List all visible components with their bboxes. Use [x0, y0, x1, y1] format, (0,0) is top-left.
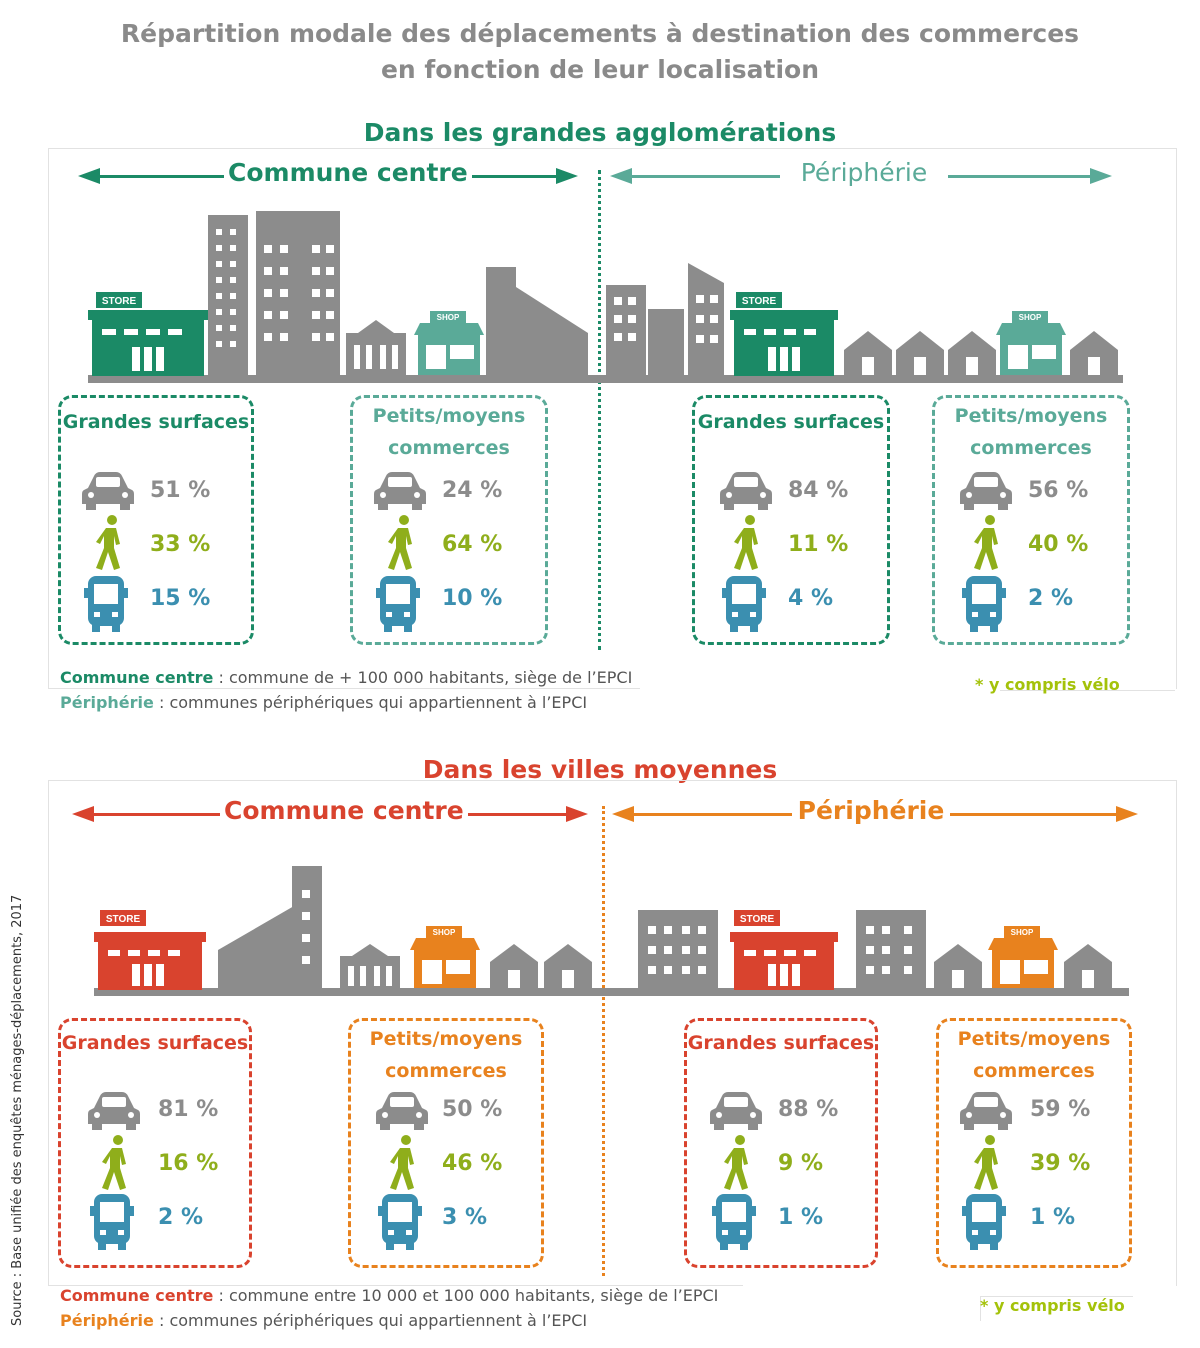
- zone-label-peripherie: Périphérie: [780, 158, 948, 187]
- header-peripherie: [610, 158, 1112, 192]
- box-title: Grandes surfaces: [687, 1032, 875, 1054]
- legend-term: Périphérie: [60, 1311, 154, 1330]
- bus-share-value: 2 %: [158, 1205, 204, 1230]
- legend-peripherie: [60, 1311, 587, 1330]
- legend-term: Commune centre: [60, 668, 214, 687]
- header-commune-centre: [72, 796, 588, 830]
- walk-share-value: 46 %: [442, 1151, 503, 1176]
- box-title-line2: commerces: [973, 1060, 1095, 1082]
- walk-share-value: 64 %: [442, 532, 503, 557]
- svg-text:SHOP: SHOP: [436, 313, 460, 322]
- car-share-value: 51 %: [150, 478, 211, 503]
- store-icon: [730, 910, 838, 990]
- header-peripherie: [612, 796, 1138, 830]
- car-icon: [86, 1088, 142, 1136]
- bus-share-value: 1 %: [1030, 1205, 1076, 1230]
- walk-share-value: 11 %: [788, 532, 849, 557]
- car-icon: [80, 468, 136, 516]
- svg-text:SHOP: SHOP: [432, 928, 456, 937]
- legend-term: Commune centre: [60, 1286, 214, 1305]
- box-title: Grandes surfaces: [61, 1032, 249, 1054]
- bus-icon: [378, 1192, 422, 1256]
- bus-share-value: 2 %: [1028, 586, 1074, 611]
- bus-icon: [376, 574, 420, 638]
- arrow-right-icon: [556, 168, 578, 184]
- box-title-line1: Petits/moyens: [957, 1028, 1111, 1050]
- legend-commune-centre: [60, 1286, 718, 1305]
- svg-text:STORE: STORE: [105, 914, 141, 925]
- car-share-value: 24 %: [442, 478, 503, 503]
- legend-text: : communes périphériques qui appartiennent à l’EPCI: [153, 1311, 588, 1330]
- svg-text:STORE: STORE: [741, 296, 777, 307]
- arrow-right-icon: [1116, 806, 1138, 822]
- zone-label-peripherie: Périphérie: [792, 796, 950, 825]
- arrow-right-icon: [1090, 168, 1112, 184]
- store-icon: [88, 292, 208, 376]
- box-title: Grandes surfaces: [697, 411, 885, 433]
- car-icon: [958, 468, 1014, 516]
- legend-text: : communes périphériques qui appartiennent à l’EPCI: [153, 693, 588, 712]
- box-title-line1: Petits/moyens: [954, 405, 1108, 427]
- bus-share-value: 4 %: [788, 586, 834, 611]
- pedestrian-icon: [90, 514, 130, 576]
- walk-share-value: 39 %: [1030, 1151, 1091, 1176]
- legend-peripherie: [60, 693, 587, 712]
- box-title-line2: commerces: [970, 437, 1092, 459]
- car-icon: [708, 1088, 764, 1136]
- legend-text: : commune entre 10 000 et 100 000 habitants, siège de l’EPCI: [213, 1286, 719, 1305]
- car-icon: [718, 468, 774, 516]
- car-share-value: 59 %: [1030, 1097, 1091, 1122]
- skyline-villes-moyennes: [94, 860, 1134, 1000]
- pedestrian-icon: [718, 1134, 758, 1196]
- bus-icon: [722, 574, 766, 638]
- car-icon: [372, 468, 428, 516]
- car-share-value: 56 %: [1028, 478, 1089, 503]
- shop-icon: [988, 926, 1058, 988]
- legend-commune-centre: [60, 668, 632, 687]
- pedestrian-icon: [96, 1134, 136, 1196]
- svg-text:STORE: STORE: [739, 914, 775, 925]
- box-title-line2: commerces: [385, 1060, 507, 1082]
- main-title-line1: Répartition modale des déplacements à destination des commerces: [120, 19, 1080, 48]
- source-note: Source : Base unifiée des enquêtes ménages-déplacements, 2017: [10, 894, 25, 1326]
- arrow-right-icon: [566, 806, 588, 822]
- pedestrian-icon: [968, 1134, 1008, 1196]
- note-velo: * y compris vélo: [980, 1296, 1125, 1315]
- car-icon: [958, 1088, 1014, 1136]
- shop-icon: [410, 926, 480, 988]
- shop-icon: [996, 311, 1066, 375]
- bus-icon: [712, 1192, 756, 1256]
- bus-share-value: 10 %: [442, 586, 503, 611]
- shop-icon: [414, 311, 484, 375]
- bus-share-value: 1 %: [778, 1205, 824, 1230]
- box-grandes-surfaces-centre: [58, 1018, 252, 1268]
- bus-share-value: 15 %: [150, 586, 211, 611]
- walk-share-value: 16 %: [158, 1151, 219, 1176]
- box-title-line1: Petits/moyens: [372, 405, 526, 427]
- car-share-value: 50 %: [442, 1097, 503, 1122]
- walk-share-value: 33 %: [150, 532, 211, 557]
- svg-text:STORE: STORE: [101, 296, 137, 307]
- pedestrian-icon: [968, 514, 1008, 576]
- svg-text:SHOP: SHOP: [1010, 928, 1034, 937]
- store-icon: [94, 910, 206, 990]
- store-icon: [730, 292, 838, 376]
- note-velo: * y compris vélo: [975, 675, 1120, 694]
- box-title-line1: Petits/moyens: [369, 1028, 523, 1050]
- box-title-line2: commerces: [388, 437, 510, 459]
- bus-share-value: 3 %: [442, 1205, 488, 1230]
- zone-label-commune-centre: Commune centre: [220, 796, 468, 825]
- car-icon: [374, 1088, 430, 1136]
- car-share-value: 88 %: [778, 1097, 839, 1122]
- header-commune-centre: [78, 158, 578, 192]
- legend-text: : commune de + 100 000 habitants, siège de l’EPCI: [213, 668, 633, 687]
- car-share-value: 81 %: [158, 1097, 219, 1122]
- skyline-agglomerations: [88, 205, 1128, 385]
- main-title-line2: en fonction de leur localisation: [380, 55, 820, 84]
- bus-icon: [90, 1192, 134, 1256]
- section-title-agglomerations: Dans les grandes agglomérations: [363, 118, 837, 147]
- zone-label-commune-centre: Commune centre: [224, 158, 472, 187]
- bus-icon: [84, 574, 128, 638]
- bus-icon: [962, 574, 1006, 638]
- section-title-villes-moyennes: Dans les villes moyennes: [422, 755, 778, 784]
- walk-share-value: 9 %: [778, 1151, 824, 1176]
- pedestrian-icon: [728, 514, 768, 576]
- svg-text:SHOP: SHOP: [1018, 313, 1042, 322]
- pedestrian-icon: [384, 1134, 424, 1196]
- bus-icon: [962, 1192, 1006, 1256]
- box-title: Grandes surfaces: [62, 411, 250, 433]
- walk-share-value: 40 %: [1028, 532, 1089, 557]
- car-share-value: 84 %: [788, 478, 849, 503]
- pedestrian-icon: [382, 514, 422, 576]
- legend-term: Périphérie: [60, 693, 154, 712]
